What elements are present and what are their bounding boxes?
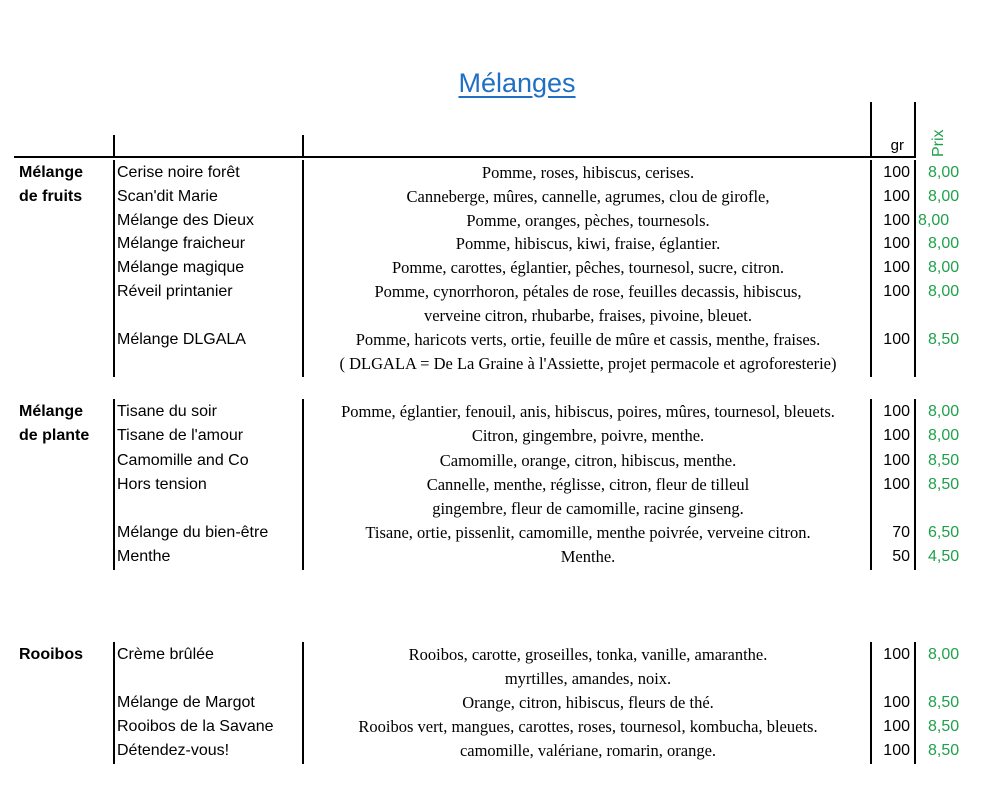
item-name: Mélange DLGALA [117,331,246,348]
item-ingredients: Pomme, églantier, fenouil, anis, hibiscus, poires, mûres, tournesol, bleuets. [341,402,835,421]
page-title: Mélanges [458,68,576,98]
item-ingredients: Tisane, ortie, pissenlit, camomille, menthe poivrée, verveine citron. [365,523,811,542]
item-ingredients: Pomme, roses, hibiscus, cerises. [481,163,695,182]
item-name: Menthe [117,548,171,565]
item-name: Détendez-vous! [117,742,230,759]
item-ingredients: Cannelle, menthe, réglisse, citron, fleur de tilleul [426,475,750,494]
item-price: 8,50 [928,694,960,711]
item-ingredients: Rooibos, carotte, groseilles, tonka, vanille, amaranthe. [408,645,768,664]
item-price: 8,50 [928,742,960,759]
item-price: 6,50 [928,524,960,541]
item-price: 8,00 [928,259,960,276]
item-grams: 100 [883,188,910,205]
item-grams: 70 [892,524,910,541]
column-rule-grams [870,399,872,570]
item-ingredients: Rooibos vert, mangues, carottes, roses, tournesol, kombucha, bleuets. [358,717,818,736]
item-grams: 100 [883,694,910,711]
column-rule-ingredients [302,399,304,570]
item-price: 8,00 [928,188,960,205]
item-name: Rooibos de la Savane [117,718,274,735]
category-label: Mélange [19,164,84,181]
item-name: Mélange fraicheur [117,235,246,252]
item-name: Tisane du soir [117,403,217,420]
item-name: Mélange de Margot [117,694,255,711]
item-ingredients: verveine citron, rhubarbe, fraises, pivoine, bleuet. [423,306,753,325]
category-label: de plante [19,427,90,444]
column-rule-grams [870,160,872,377]
item-grams: 100 [883,235,910,252]
item-ingredients: Pomme, haricots verts, ortie, feuille de mûre et cassis, menthe, fraises. [355,330,821,349]
item-ingredients: myrtilles, amandes, noix. [504,669,672,688]
column-rule-price [914,642,916,764]
column-rule-name [113,160,115,377]
item-name: Mélange du bien-être [117,524,269,541]
item-ingredients: gingembre, fleur de camomille, racine ginseng. [432,499,744,518]
header-rule-ingredients [302,135,304,156]
column-rule-name [113,399,115,570]
item-name: Tisane de l'amour [117,427,244,444]
item-price: 8,00 [918,212,950,229]
item-name: Mélange magique [117,259,245,276]
item-name: Réveil printanier [117,283,233,300]
item-ingredients: ( DLGALA = De La Graine à l'Assiette, projet permacole et agroforesterie) [339,354,837,373]
item-grams: 100 [883,164,910,181]
item-grams: 100 [883,212,910,229]
item-price: 8,50 [928,452,960,469]
item-name: Cerise noire forêt [117,164,240,181]
category-label: Mélange [19,403,84,420]
price-header: Prix [930,129,947,157]
item-grams: 100 [883,331,910,348]
item-price: 8,00 [928,403,960,420]
item-price: 8,00 [928,164,960,181]
column-rule-price [914,160,916,377]
item-grams: 100 [883,403,910,420]
item-ingredients: Pomme, oranges, pèches, tournesols. [466,211,710,230]
header-rule-price [914,102,916,156]
item-grams: 50 [892,548,910,565]
column-rule-name [113,642,115,764]
item-price: 8,50 [928,476,960,493]
item-ingredients: Camomille, orange, citron, hibiscus, menthe. [439,451,737,470]
category-label: Rooibos [19,646,83,663]
item-grams: 100 [883,452,910,469]
item-ingredients: Menthe. [560,547,616,566]
item-grams: 100 [883,742,910,759]
item-grams: 100 [883,646,910,663]
item-grams: 100 [883,259,910,276]
header-rule-name [113,135,115,156]
item-ingredients: Orange, citron, hibiscus, fleurs de thé. [462,693,714,712]
item-price: 8,00 [928,235,960,252]
item-price: 8,00 [928,427,960,444]
item-ingredients: Pomme, cynorrhoron, pétales de rose, feuilles decassis, hibiscus, [374,282,802,301]
item-grams: 100 [883,718,910,735]
item-price: 4,50 [928,548,960,565]
header-bottom-rule [14,156,916,158]
item-ingredients: Canneberge, mûres, cannelle, agrumes, clou de girofle, [406,187,770,206]
column-rule-price [914,399,916,570]
item-price: 8,00 [928,646,960,663]
item-price: 8,50 [928,718,960,735]
item-name: Camomille and Co [117,452,249,469]
item-grams: 100 [883,427,910,444]
category-label: de fruits [19,188,83,205]
column-rule-grams [870,642,872,764]
item-ingredients: Pomme, hibiscus, kiwi, fraise, églantier. [455,234,721,253]
item-name: Crème brûlée [117,646,214,663]
item-name: Scan'dit Marie [117,188,218,205]
item-ingredients: camomille, valériane, romarin, orange. [459,741,717,760]
column-rule-ingredients [302,160,304,377]
column-rule-ingredients [302,642,304,764]
item-ingredients: Citron, gingembre, poivre, menthe. [471,426,705,445]
item-grams: 100 [883,476,910,493]
item-price: 8,50 [928,331,960,348]
grams-header: gr [890,137,904,154]
item-price: 8,00 [928,283,960,300]
item-name: Hors tension [117,476,207,493]
item-ingredients: Pomme, carottes, églantier, pêches, tournesol, sucre, citron. [391,258,784,277]
item-name: Mélange des Dieux [117,212,254,229]
item-grams: 100 [883,283,910,300]
